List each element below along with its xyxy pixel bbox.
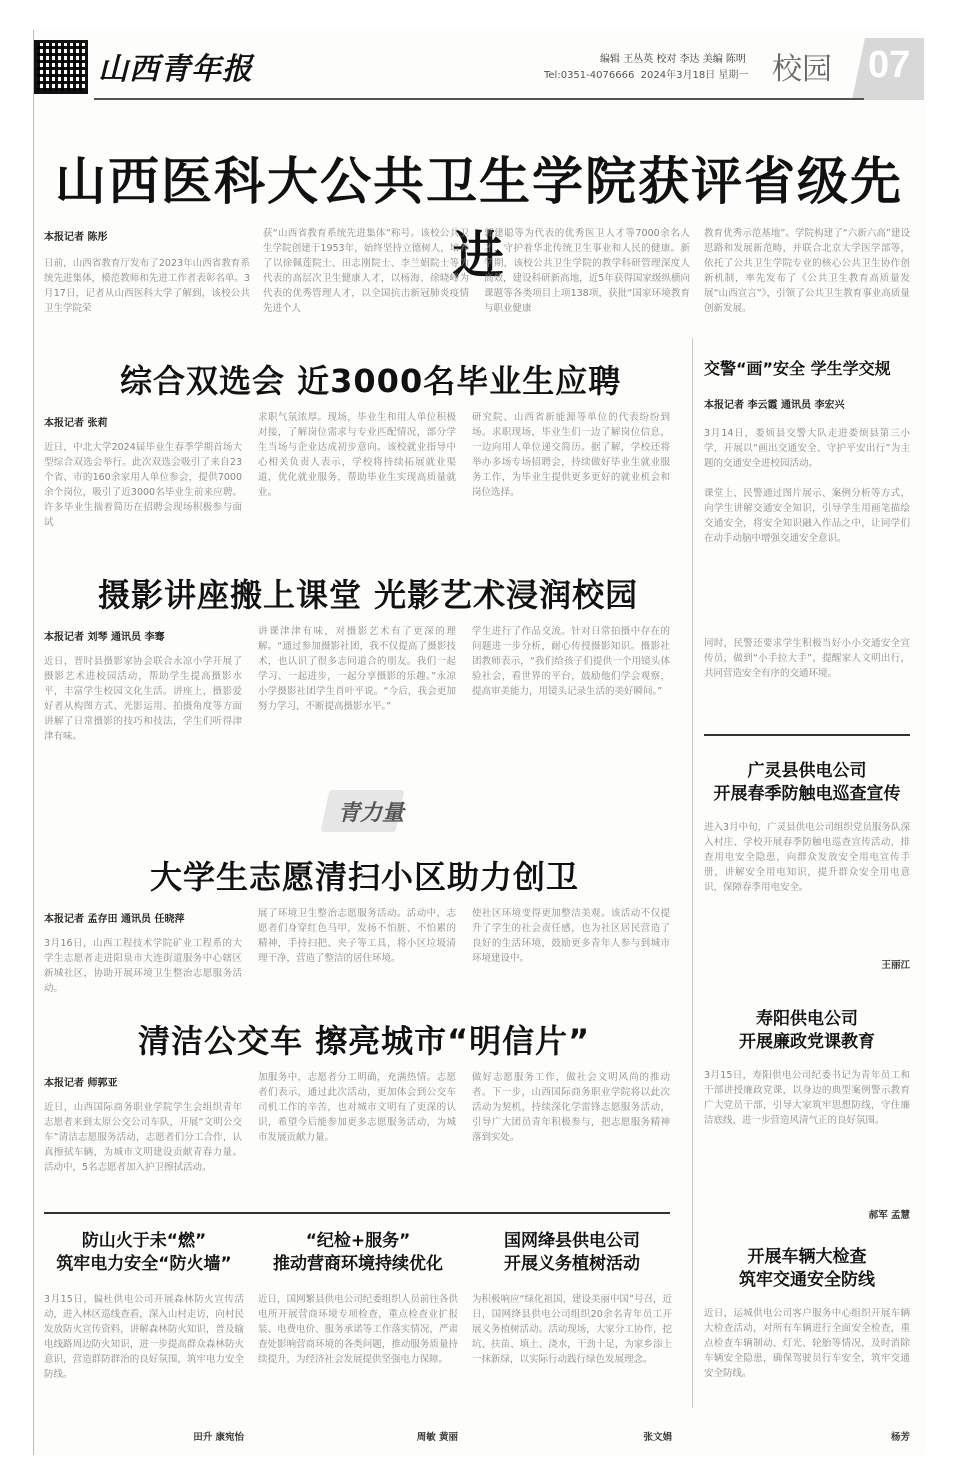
tree-author: 张文娟 — [643, 1432, 672, 1443]
photo-headline: 摄影讲座搬上课堂 光影艺术浸润校园 — [98, 576, 639, 614]
guangling-body: 进入3月中旬，广灵县供电公司组织党员服务队深入村庄、学校开展春季防触电巡查宣传活动，排查用电安全隐患，向群众发放安全用电宣传手册，讲解安全用电知识，提升群众安全用电意识，保障春季用电安全。 — [704, 822, 910, 893]
fire-headline: 防山火于未“燃” 筑牢电力安全“防火墙” — [56, 1231, 232, 1274]
newspaper-logo: 山西青年报 — [98, 52, 253, 87]
vehicle-author: 杨芳 — [890, 1432, 910, 1443]
traffic-p2: 课堂上，民警通过图片展示、案例分析等方式，向学生讲解交通安全知识，引导学生用画笔描绘交通安全，将安全知识融入作品之中，让同学们在动手动脑中增强交通安全意识。 — [704, 488, 910, 544]
fire-body: 3月15日，偏杜供电公司开展森林防火宣传活动，进入林区巡线查看，深入山村走访，向村民发放防火宣传资料，讲解森林防火知识，普及输电线路周边防火知识，进一步提高群众森林防火意识，营造群防群治的良好氛围，筑牢电力安全防线。 — [44, 1294, 244, 1380]
bus-col-3: 做好志愿服务工作，做社会文明风尚的推动者。下一步，山西国际商务职业学院将以此次活动为契机，持续深化学雷锋志愿服务活动，引导广大团员青年积极参与，把志愿服务精神落到实处。 — [472, 1072, 670, 1143]
photo-col-1: 近日，晋时县摄影家协会联合永凉小学开展了摄影艺术进校园活动，帮助学生提高摄影水平，丰富学生校园文化生活。讲座上，摄影爱好者从构图方式、光影运用、拍摄角度等方面讲解了日常摄影的技巧和技法，学生们听得津津有味。 — [44, 656, 242, 742]
traffic-p1: 3月14日，娄烦县交警大队走进娄烦县第三小学，开展以“画出交通安全、守护平安出行”为主题的交通安全进校园活动。 — [704, 428, 910, 469]
page-number: 07 — [868, 44, 911, 86]
volunteer-byline: 本报记者 孟存田 通讯员 任晓萍 — [44, 914, 185, 925]
tree-headline: 国网绛县供电公司 开展义务植树活动 — [504, 1231, 640, 1274]
lead-col-1: 日前，山西省教育厅发布了2023年山西省教育系统先进集体，模范教师和先进工作者表彰名单。3月17日，记者从山西医科大学了解到，该校公共卫生学院荣 — [44, 258, 250, 314]
editor-credits: 编辑 王丛英 校对 李达 美编 陈明 — [600, 54, 746, 65]
tree-body: 为积极响应“绿化祖国、建设美丽中国”号召，近日，国网绛县供电公司组织20余名青年员工开展义务植树活动。活动现场，大家分工协作，挖坑、扶苗、填土、浇水，干劲十足，为家乡添上一抹新绿，以实际行动践行绿色发展理念。 — [472, 1294, 672, 1365]
photo-col-2: 讲课津津有味，对摄影艺术有了更深的理解。“通过参加摄影社团，我不仅提高了摄影技术，也认识了很多志同道合的朋友。我们一起学习、一起进步，一起分享摄影的乐趣。”永凉小学摄影社团学生肖叶平说。“今后，我会更加努力学习，不断提高摄影水平。” — [258, 626, 456, 712]
jobfair-headline: 综合双选会 近3000名毕业生应聘 — [120, 362, 622, 400]
photo-byline: 本报记者 刘琴 通讯员 李骞 — [44, 632, 165, 643]
guangling-headline: 广灵县供电公司 开展春季防触电巡查宣传 — [713, 761, 901, 804]
right-divider-1 — [704, 734, 910, 736]
discipline-author: 周敏 黄丽 — [416, 1432, 458, 1443]
volunteer-headline: 大学生志愿清扫小区助力创卫 — [150, 858, 580, 896]
shouyang-body: 3月15日，寿阳供电公司纪委书记为青年员工和干部讲授廉政党课，以身边的典型案例警示教育广大党员干部，引导大家筑牢思想防线，守住廉洁底线，进一步营造风清气正的良好氛围。 — [704, 1070, 910, 1126]
traffic-p3: 同时，民警还要求学生积极当好小小交通安全宣传员，做到“小手拉大手”，提醒家人文明出行，共同营造安全有序的交通环境。 — [704, 638, 910, 679]
lead-col-4: 教育优秀示范基地”。学院构建了“六新六高”建设思路和发展新范畴，并联合北京大学医学部等，依托了公共卫生学院专业的核心公共卫生协作创新机制，率先发布了《公共卫生教育高质量发展“山西宣言”》，引领了公共卫生教育事业高质量创新发展。 — [704, 228, 910, 314]
issue-date: 2024年3月18日 星期一 — [640, 70, 749, 81]
column-divider — [692, 338, 693, 1408]
traffic-byline: 本报记者 李云霞 通讯员 李宏兴 — [704, 400, 845, 411]
shouyang-headline: 寿阳供电公司 开展廉政党课教育 — [739, 1009, 875, 1052]
lead-byline: 本报记者 陈彤 — [44, 232, 108, 243]
vehicle-body: 近日，运城供电公司客户服务中心组织开展车辆大检查活动，对所有车辆进行全面安全检查，重点检查车辆制动、灯光、轮胎等情况，及时消除车辆安全隐患，确保驾驶员行车安全，筑牢交通安全防线。 — [704, 1308, 910, 1379]
discipline-headline: “纪检+服务” 推动营商环境持续优化 — [273, 1231, 443, 1274]
masthead-divider — [94, 98, 864, 100]
section-name: 校园 — [772, 52, 832, 87]
masthead-meta — [544, 66, 748, 81]
bus-headline: 清洁公交车 擦亮城市“明信片” — [138, 1022, 591, 1060]
bus-col-2: 加服务中，志愿者分工明确，充满热情。志愿者们表示，通过此次活动，更加体会到公交车司机工作的辛苦，也对城市文明有了更深的认识，希望今后能参加更多志愿服务活动，为城市发展贡献力量。 — [258, 1072, 456, 1143]
tel: Tel:0351-4076666 — [544, 70, 635, 81]
discipline-body: 近日，国网繁县供电公司纪委组织人员前往各供电所开展营商环境专项检查，重点检查业扩报装、电费电价、服务承诺等工作落实情况，严肃查处影响营商环境的各类问题，推动服务质量持续提升，为经济社会发展提供坚强电力保障。 — [258, 1294, 458, 1365]
volunteer-col-3: 使社区环境变得更加整洁美观。该活动不仅提升了学生的社会责任感，也为社区居民营造了良好的生活环境，鼓励更多青年人参与到城市环境建设中。 — [472, 908, 670, 964]
youth-power-label: 青力量 — [338, 801, 405, 826]
photo-col-3: 学生进行了作品交流。针对日常拍摄中存在的问题进一步分析，耐心传授摄影知识。摄影社团教师表示，“我们给孩子们提供一个用镜头体验社会，看世界的平台，鼓励他们学会观察，提高审美能力，用镜头记录生活的美好瞬间。” — [472, 626, 670, 697]
volunteer-col-1: 3月16日，山西工程技术学院矿业工程系的大学生志愿者走进阳泉市大连街道服务中心辖区新城社区，协助开展环境卫生整治志愿服务活动。 — [44, 938, 242, 994]
volunteer-col-2: 展了环境卫生整治志愿服务活动。活动中，志愿者们身穿红色马甲，发扬不怕脏、不怕累的精神，手持扫把、夹子等工具，将小区垃圾清理干净，营造了整洁的居住环境。 — [258, 908, 456, 964]
bottom-divider — [44, 1212, 670, 1214]
vehicle-headline: 开展车辆大检查 筑牢交通安全防线 — [739, 1247, 875, 1290]
qr-code — [34, 40, 88, 94]
jobfair-byline: 本报记者 张莉 — [44, 418, 108, 429]
fire-author: 田升 康宛怡 — [193, 1432, 244, 1443]
traffic-headline: 交警“画”安全 学生学交规 — [704, 359, 891, 378]
guangling-author: 王丽江 — [881, 960, 910, 971]
bus-byline: 本报记者 师郭亚 — [44, 1078, 118, 1089]
jobfair-col-1: 近日，中北大学2024届毕业生春季学期首场大型综合双选会举行。此次双选会吸引了来自23个省、市的160余家用人单位参会，提供7000余个岗位，吸引了近3000名毕业生前来应聘。许多毕业生揣着简历在招聘会现场积极参与面试 — [44, 442, 242, 528]
bus-col-1: 近日，山西国际商务职业学院学生会组织青年志愿者来到太原公交公司车队，开展“文明公交车”清洁志愿服务活动，志愿者们分工合作，认真擦拭车辆，为城市文明建设贡献青春力量。活动中，5名志愿者加入护卫擦拭活动。 — [44, 1102, 242, 1173]
lead-headline: 山西医科大公共卫生学院获评省级先进 — [54, 153, 903, 286]
lead-col-2: 获“山西省教育系统先进集体”称号。该校公共卫生学院创建于1953年，始终坚持立德树人，培养了以徐佩莲院士、田志刚院士、李兰娟院士等为代表的高层次卫生健康人才，以杨海、徐晓峰为代表的优秀管理人才，以全国抗击新冠肺炎疫情先进个人 — [263, 228, 469, 314]
shouyang-author: 郝军 孟慧 — [868, 1210, 910, 1221]
jobfair-col-2: 求职气氛浓厚。现场，毕业生和用人单位积极对接，了解岗位需求与专业匹配情况，部分学生当场与企业达成初步意向。该校就业指导中心相关负责人表示，学校将持续拓展就业渠道，优化就业服务，帮助毕业生实现高质量就业。 — [258, 412, 456, 498]
lead-col-3: 郭建聪等为代表的优秀医卫人才等7000余名人才，守护着华北传统卫生事业和人民的健康。新学期，该校公共卫生学院的教学科研管理深度人高效，建设科研新高地，近5年获得国家级纵横向课题等各类项目上项138项，获批“国家环境教育与职业健康 — [484, 228, 690, 314]
jobfair-col-3: 研究院、山西省新能源等单位的代表纷纷到场。求职现场，毕业生们一边了解岗位信息，一边向用人单位递交简历。据了解，学校还将举办多场专场招聘会，持续做好毕业生就业服务工作，为毕业生提供更多更好的就业机会和岗位选择。 — [472, 412, 670, 498]
